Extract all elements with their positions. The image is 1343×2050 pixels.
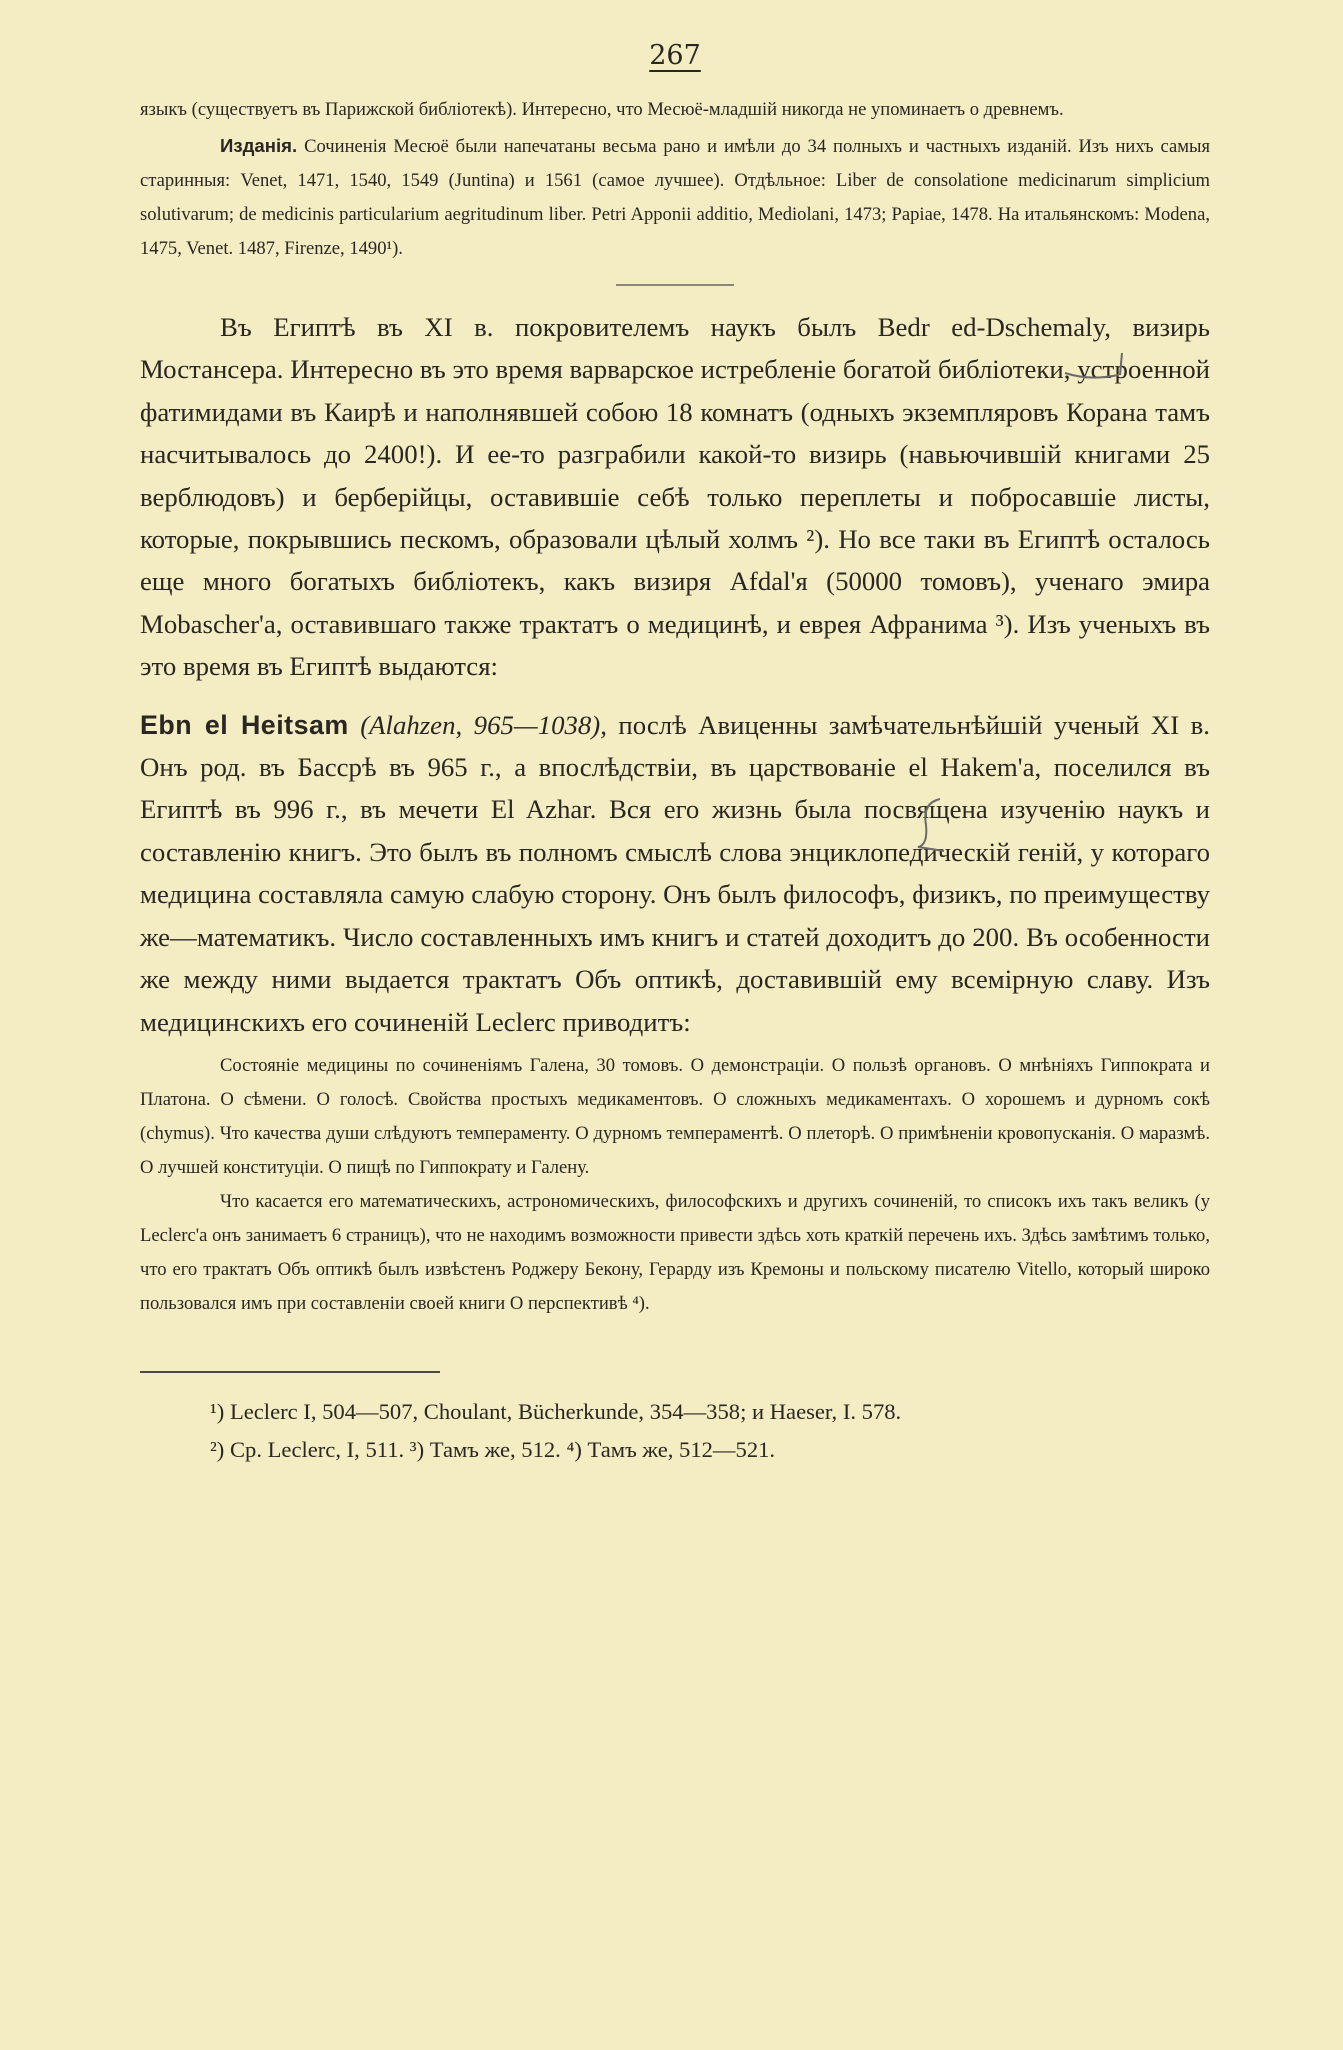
page-number: 267 [649,40,701,71]
other-works-paragraph [140,1185,1210,1321]
works-list [140,1049,1210,1185]
works-list-text: Состояніе медицины по сочиненіямъ Галена, 30 томовъ. О демонстраціи. О пользѣ органовъ. О мнѣніяхъ Гиппократа и Платона. О сѣмени. О голосѣ. Свойства простыхъ медикаментовъ. О сложныхъ медикаментахъ. О хорошемъ и дурномъ сокѣ (chymus). Что качества души слѣдуютъ темпераменту. О дурномъ темпераментѣ. О плеторѣ. О примѣненіи кровопусканія. О маразмѣ. О лучшей конституціи. О пищѣ по Гиппократу и Галену. [140,1054,1210,1178]
editions-text: Сочиненія Месюё были напечатаны весьма рано и имѣли до 34 полныхъ и частныхъ изданій. Изъ нихъ самыя старинныя: Venet, 1471, 1540, 1549 (Juntina) и 1561 (самое лучшее). Отдѣльное: Liber de consolatione medicinarum simplicium solutivarum; de medicinis particularium aegritudinum liber. Petri Apponii additio, Mediolani, 1473; Papiae, 1478. На итальянскомъ: Modena, 1475, Venet. 1487, Firenze, 1490¹). [140,136,1211,259]
other-works-text: Что касается его математическихъ, астрономическихъ, философскихъ и другихъ сочиненій, то списокъ ихъ такъ великъ (у Leclerc'а онъ занимаетъ 6 страницъ), что не находимъ возможности привести здѣсь хоть краткій перечень ихъ. Здѣсь замѣтимъ только, что его трактатъ Объ оптикѣ былъ извѣстенъ Роджеру Бекону, Герарду изъ Кремоны и польскому писателю Vitello, который широко пользовался имъ при составленіи своей книги О перспективѣ ⁴). [140,1190,1210,1314]
pencil-mark-icon [1060,345,1140,385]
footnote-divider [140,1371,440,1373]
heitsam-name: Ebn el Heitsam [140,709,349,740]
section-divider [616,284,734,286]
heitsam-alias: (Alahzen, 965—1038), [360,709,607,740]
egypt-text: Въ Египтѣ въ XI в. покровителемъ наукъ былъ Bedr ed-Dschemaly, визирь Мостансера. Интересно въ это время варварское истребленіе богатой библіотеки, устроенной фатимидами въ Каирѣ и наполнявшей собою 18 комнатъ (одныхъ экземпляровъ Корана тамъ насчитывалось до 2400!). И ее-то разграбили какой-то визирь (навьючившій книгами 25 верблюдовъ) и берберійцы, оставившіе себѣ только переплеты и побросавшіе листы, которые, покрывшись пескомъ, образовали цѣлый холмъ ²). Но все таки въ Египтѣ осталось еще много богатыхъ библіотекъ, какъ визиря Afdal'я (50000 томовъ), ученаго эмира Mobascher'а, оставившаго также трактатъ о медицинѣ, и еврея Афранима ³). Изъ ученыхъ въ это время въ Египтѣ выдаются: [140,312,1210,682]
egypt-paragraph [140,306,1210,688]
pencil-mark-icon [910,795,950,855]
heitsam-text: послѣ Авиценны замѣчательнѣйшій ученый XI в. Онъ род. въ Бассрѣ въ 965 г., а впослѣдствіи, въ царствованіе el Hakem'а, поселился въ Египтѣ въ 996 г., въ мечети El Azhar. Вся его жизнь была посвящена изученію наукъ и составленію книгъ. Это былъ въ полномъ смыслѣ слова энциклопедическій геній, у котораго медицина составляла самую слабую сторону. Онъ былъ философъ, физикъ, по преимуществу же—математикъ. Число составленныхъ имъ книгъ и статей доходитъ до 200. Въ особенности же между ними выдается трактатъ Объ оптикѣ, доставившій ему всемірную славу. Изъ медицинскихъ его сочиненій Leclerc приводитъ: [140,709,1210,1037]
document-page [140,40,1210,2020]
editions-label: Изданія. [220,135,298,156]
footnote-2: ²) Ср. Leclerc, I, 511. ³) Тамъ же, 512. ⁴) Тамъ же, 512—521. [210,1436,776,1462]
heitsam-paragraph [140,704,1210,1043]
editions-paragraph [140,129,1210,266]
footnote-1: ¹) Leclerc I, 504—507, Choulant, Bücherkunde, 354—358; и Haeser, I. 578. [210,1398,902,1424]
footnotes [140,1393,1210,1469]
top-paragraph: языкъ (существуетъ въ Парижской библіотекѣ). Интересно, что Месюё-младшій никогда не упоминаетъ о древнемъ. [140,99,1064,120]
